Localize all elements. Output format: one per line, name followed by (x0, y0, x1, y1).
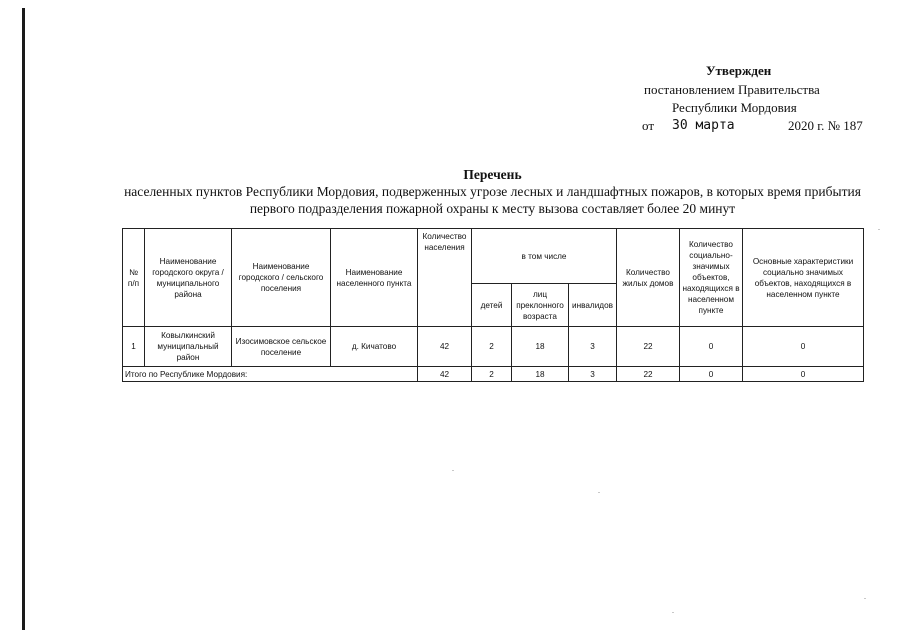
cell-social: 0 (680, 327, 743, 367)
cell-population: 42 (418, 327, 472, 367)
approval-date-line (642, 117, 863, 135)
header-including: в том числе (472, 229, 617, 284)
cell-settlement: Изосимовское сельское поселение (232, 327, 331, 367)
header-district: Наименование городского округа / муниципального района (145, 229, 232, 327)
header-locality: Наименование населенного пункта (331, 229, 418, 327)
header-houses: Количество жилых домов (617, 229, 680, 327)
scan-speck (864, 598, 866, 599)
header-population: Количество населения (418, 229, 472, 327)
table-row (123, 327, 864, 367)
cell-houses: 22 (617, 327, 680, 367)
date-prefix: от (642, 118, 655, 133)
header-elderly: лиц преклонного возраста (512, 284, 569, 327)
header-children: детей (472, 284, 512, 327)
header-social: Количество социально-значимых объектов, находящихся в населенном пункте (680, 229, 743, 327)
settlements-table (122, 228, 864, 382)
scan-left-border (22, 8, 25, 630)
approval-title: Утвержден (706, 63, 772, 78)
approval-line-decree: постановлением Правительства (644, 82, 820, 97)
cell-locality: д. Кичатово (331, 327, 418, 367)
total-label: Итого по Республике Мордовия: (123, 367, 418, 382)
cell-children: 2 (472, 327, 512, 367)
total-row (123, 367, 864, 382)
header-social-chars: Основные характеристики социально значимых объектов, находящихся в населенном пункте (743, 229, 864, 327)
document-heading: Перечень (463, 167, 522, 182)
total-disabled: 3 (569, 367, 617, 382)
header-row-1 (123, 229, 864, 284)
cell-disabled: 3 (569, 327, 617, 367)
header-disabled: инвалидов (569, 284, 617, 327)
total-social-chars: 0 (743, 367, 864, 382)
scan-speck (878, 229, 880, 230)
cell-num: 1 (123, 327, 145, 367)
date-year-number: 2020 г. № 187 (788, 118, 863, 133)
header-num: № п/п (123, 229, 145, 327)
header-settlement: Наименование городского / сельского поселения (232, 229, 331, 327)
scan-speck (598, 492, 600, 493)
approval-line-republic: Республики Мордовия (672, 100, 797, 115)
document-title (120, 166, 865, 217)
total-houses: 22 (617, 367, 680, 382)
document-subtitle: населенных пунктов Республики Мордовия, подверженных угрозе лесных и ландшафтных пожаров, в которых время прибытия первого подразделения пожарной охраны к месту вызова составляет более 20 минут (124, 184, 861, 216)
total-social: 0 (680, 367, 743, 382)
total-children: 2 (472, 367, 512, 382)
cell-social-chars: 0 (743, 327, 864, 367)
cell-elderly: 18 (512, 327, 569, 367)
scan-speck (672, 612, 674, 613)
cell-district: Ковылкинский муниципальный район (145, 327, 232, 367)
total-elderly: 18 (512, 367, 569, 382)
total-population: 42 (418, 367, 472, 382)
scan-speck (452, 470, 454, 471)
date-day-month: 30 марта (672, 118, 735, 133)
